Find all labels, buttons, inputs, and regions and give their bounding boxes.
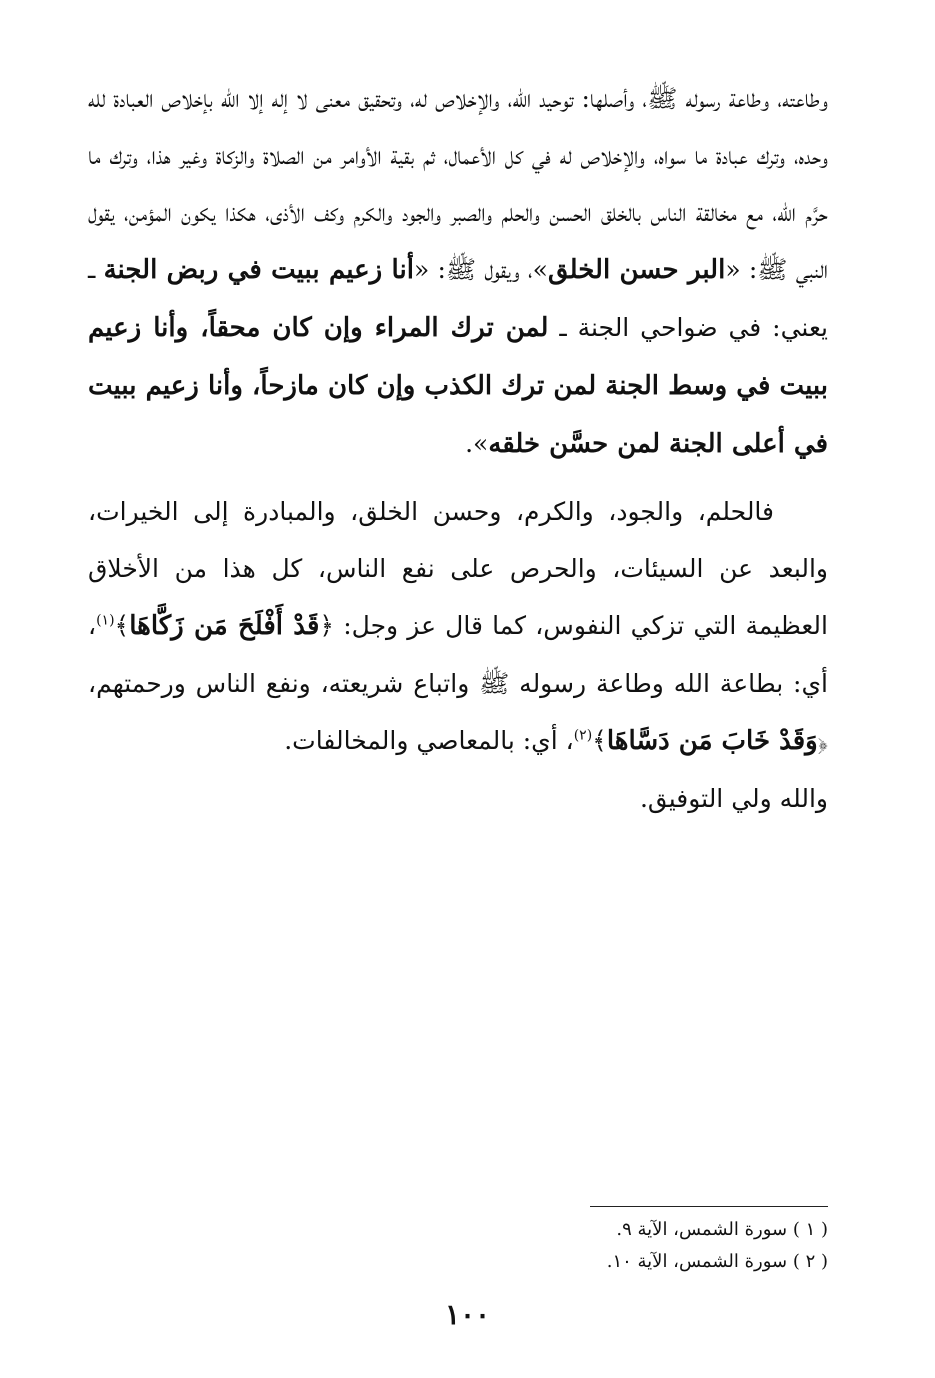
text-run: ـ يعني: في ضواحي الجنة ـ [88, 255, 828, 342]
hadith-bold-text: البر حسن الخلق [547, 255, 726, 285]
footnote-ref-1[interactable]: (١) [96, 612, 115, 629]
paragraph-2 [88, 483, 828, 770]
quran-verse: قَدْ أَفْلَحَ مَن زَكَّاهَا [129, 611, 320, 641]
text-run: وطاعته، وطاعة رسوله ﷺ، وأصلها: توحيد الله، والإخلاص له، وتحقيق معنى لا إله إلا الله بإخلاص العبادة لله وحده، وترك عبادة ما سواه، والإخلاص له في كل الأعمال، ثم بقية الأوامر من الصلاة والزكاة وغير هذا، وترك ما حرَّم الله، مع مخالقة الناس بالخلق الحسن والحلم والصبر والجود والكرم وكف الأذى، هكذا يكون المؤمن، يقول النبي ﷺ: « [88, 84, 828, 284]
text-run: ﴾ [592, 726, 607, 755]
text-run: »، ويقول ﷺ: « [413, 255, 548, 284]
text-run: ، أي: بالمعاصي والمخالفات. [284, 726, 574, 755]
hadith-bold-text: لمن ترك المراء وإن كان محقاً، وأنا زعيم ببيت في وسط الجنة لمن ترك الكذب وإن كان مازحاً، وأنا زعيم ببيت في أعلى الجنة لمن حسَّن خلقه [88, 313, 828, 459]
text-run: ». [465, 429, 489, 458]
text-run: ، أي: بطاعة الله وطاعة رسوله ﷺ واتباع شريعته، ونفع الناس ورحمتهم، ﴿ [88, 611, 828, 755]
paragraph-3: والله ولي التوفيق. [639, 784, 828, 813]
paragraph-1 [88, 70, 828, 473]
footnote-1: ( ١ ) سورة الشمس، الآية ٩. [616, 1219, 828, 1240]
quran-verse: وَقَدْ خَابَ مَن دَسَّاهَا [606, 726, 818, 756]
footnotes [400, 1214, 828, 1278]
text-run: فالحلم، والجود، والكرم، وحسن الخلق، والمبادرة إلى الخيرات، والبعد عن السيئات، والحرص على نفع الناس، كل هذا من الأخلاق العظيمة التي تزكي النفوس، كما قال عز وجل: ﴿ [88, 497, 828, 640]
text-run: ﴾ [114, 611, 130, 640]
hadith-bold-text: أنا زعيم ببيت في ربض الجنة [103, 255, 414, 285]
footnote-divider [590, 1206, 828, 1207]
page-number: ١٠٠ [444, 1298, 491, 1331]
footnote-2: ( ٢ ) سورة الشمس، الآية ١٠. [606, 1251, 828, 1272]
main-text [88, 70, 828, 827]
footnote-ref-2[interactable]: (٢) [573, 727, 593, 744]
